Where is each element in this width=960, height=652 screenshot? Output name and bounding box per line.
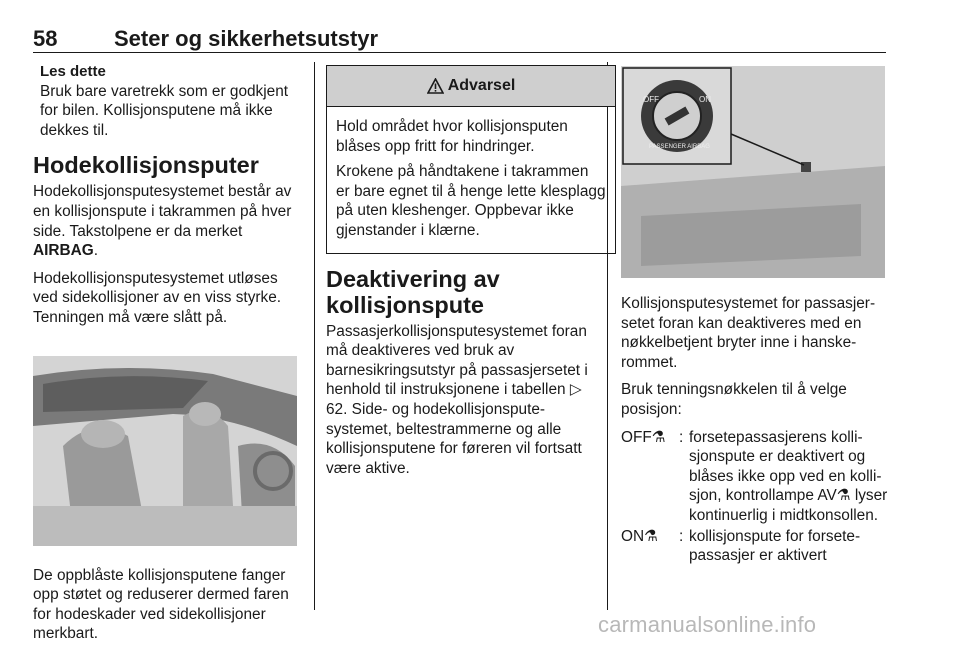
airbag-label: AIRBAG [33, 242, 94, 260]
note-title: Les dette [40, 63, 106, 80]
car-interior-icon [33, 356, 297, 546]
option-off [621, 428, 889, 526]
paragraph [33, 182, 301, 260]
option-text: forsetepassasjerens kollisjonspute er deaktivert og blåses ikke opp ved en kollisjon, kontrollampe AV⚗ lyser kontinuerlig i midtkonsollen. [689, 428, 888, 524]
ring-label: PASSENGER AIRBAG [649, 144, 710, 150]
warning-paragraph: Krokene på håndtakene i takrammen er bare egnet til å henge lette klesplagg på uten kleshenger. Oppbevar ikke gjenstander i klærne. [336, 163, 606, 239]
option-key: ON⚗ [621, 527, 658, 545]
page-reference[interactable]: 62 [326, 400, 344, 418]
note-block [40, 62, 301, 140]
paragraph: Hodekollisjonsputesystemet utløses ved sidekollisjoner av en viss styrke. Tenningen må være slått på. [33, 269, 282, 326]
warning-header [327, 66, 615, 107]
option-colon: : [679, 428, 684, 446]
paragraph-text: . [93, 242, 98, 260]
paragraph-text: . Side- og hodekollisjonsputesystemet, beltestrammerne og alle kollisjonsputene for føreren vil fortsatt være aktive. [326, 400, 582, 477]
airbag-switch-illustration [621, 66, 885, 278]
section-heading: Deaktivering av kollisjonspute [326, 265, 500, 318]
airbag-off-icon: ⚗ [651, 428, 666, 446]
watermark: carmanualsonline.info [598, 612, 817, 637]
warning-triangle-icon [427, 78, 444, 94]
page-header [33, 22, 886, 53]
image-caption: Kollisjonsputesystemet for passasjersetet foran kan deaktiveres med en nøkkelbetjent bryter inne i hanskerommet. [621, 295, 876, 371]
page-reference-icon: ▷ [569, 381, 582, 399]
chapter-title: Seter og sikkerhetsutstyr [114, 26, 379, 51]
image-caption: De oppblåste kollisjonsputene fanger opp støtet og reduserer dermed faren for hodeskader ved sidekollisjoner merkbart. [33, 566, 289, 643]
section-heading: Hodekollisjonsputer [33, 152, 259, 179]
on-label: ON [699, 95, 711, 104]
column-left [33, 62, 301, 652]
warning-paragraph: Hold området hvor kollisjonsputen blåses opp fritt for hindringer. [336, 118, 568, 155]
glovebox-switch-icon [621, 66, 885, 278]
paragraph: Bruk tenningsnøkkelen til å velge posisjon: [621, 381, 847, 418]
warning-content [327, 107, 615, 253]
airbag-on-icon: ⚗ [644, 527, 658, 545]
column-divider [314, 62, 315, 610]
option-text: kollisjonspute for forsetepassasjer er aktivert [689, 527, 861, 565]
warning-title: Advarsel [447, 77, 516, 95]
column-middle [326, 62, 606, 486]
warning-box [326, 65, 616, 254]
paragraph [326, 322, 594, 479]
page-number: 58 [33, 26, 58, 51]
option-key: OFF⚗ [621, 428, 666, 446]
paragraph-text: Passasjerkollisjonsputesystemet foran må deaktiveres ved bruk av barnesikringsutstyr på passasjersetet i henhold til instruksjonene i tabellen [326, 322, 588, 399]
airbag-off-icon: ⚗ [836, 487, 851, 505]
option-colon: : [679, 527, 684, 545]
off-label: OFF [643, 95, 659, 104]
column-right [621, 62, 889, 567]
paragraph-text: Hodekollisjonsputesystemet består av en kollisjonspute i takrammen på hver side. Takstolpene er da merket [33, 183, 292, 240]
airbag-illustration [33, 356, 297, 546]
option-on [621, 527, 889, 566]
note-body: Bruk bare varetrekk som er godkjent for bilen. Kollisjonsputene må ikke dekkes til. [40, 82, 289, 139]
